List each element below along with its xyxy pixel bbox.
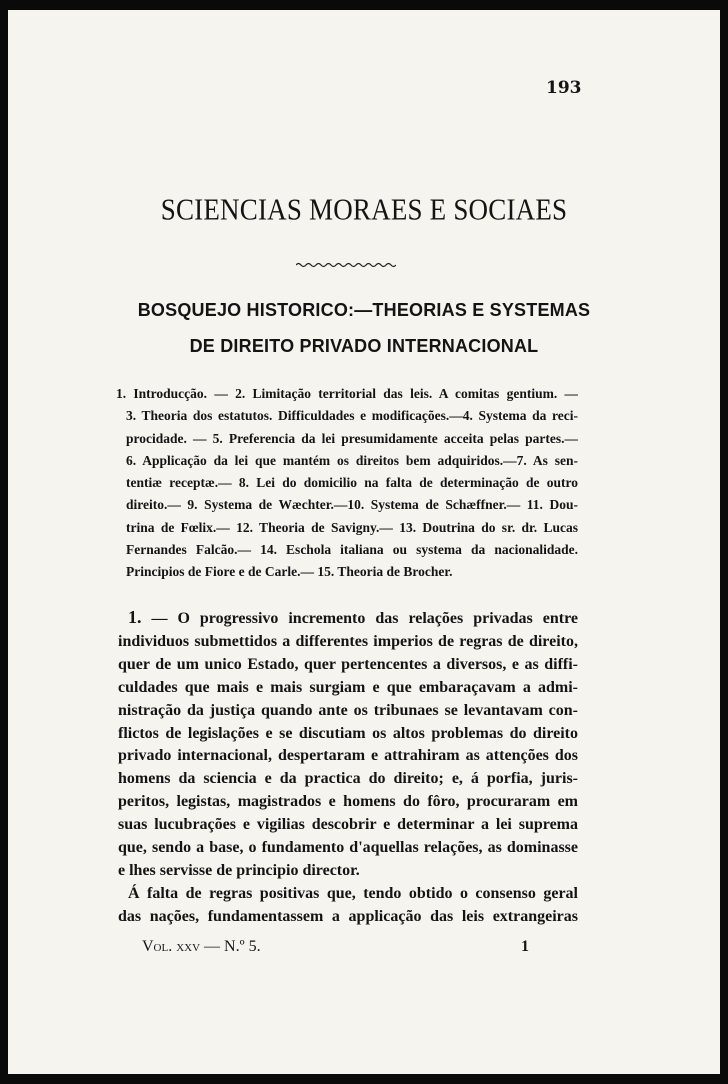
paragraph-line: culdades que mais e mais surgiam e que embaraçavam a admi- [118, 678, 578, 696]
paragraph-line: suas lucubrações e vigilias descobrir e determinar a lei suprema [118, 816, 578, 834]
summary-block [116, 383, 578, 584]
paragraph-line: individuos submettidos a differentes imperios de regras de direito, [118, 632, 578, 650]
body-text [118, 606, 578, 929]
article-title-line-2: DE DIREITO PRIVADO INTERNACIONAL [189, 336, 539, 356]
paragraph-line: das nações, fundamentassem a applicação das leis extrangeiras [118, 907, 578, 925]
paragraph-line: flictos de legislações e se discutiam os altos problemas do direito [118, 724, 578, 742]
paragraph-line: homens da sciencia e da practica do direito; e, á porfia, juris- [118, 770, 578, 788]
section-title: SCIENCIAS MORAES E SOCIAES [160, 191, 568, 227]
summary-line: procidade. — 5. Preferencia da lei presumidamente acceita pelas partes.— [126, 430, 578, 446]
summary-line: 3. Theoria dos estatutos. Difficuldades e modificações.—4. Systema da reci- [126, 408, 578, 424]
paragraph-number: 1. [128, 607, 142, 627]
page-number: 193 [546, 78, 582, 98]
document-page [8, 10, 720, 1074]
paragraph-line: e lhes servisse de principio director. [118, 861, 360, 879]
paragraph-line [118, 606, 578, 631]
wavy-rule-ornament [296, 261, 396, 269]
paragraph-line-text: — O progressivo incremento das relações privadas entre [141, 610, 578, 627]
paragraph-line: Á falta de regras positivas que, tendo obtido o consenso geral [128, 884, 578, 902]
summary-line: Principios de Fiore e de Carle.— 15. Theoria de Brocher. [126, 564, 453, 580]
summary-line: trina de Fœlix.— 12. Theoria de Savigny.— 13. Doutrina do sr. dr. Lucas [126, 519, 578, 535]
summary-line: Fernandes Falcão.— 14. Eschola italiana ou systema da nacionalidade. [126, 542, 578, 558]
paragraph-line: privado internacional, despertaram e attrahiram as attenções dos [118, 747, 578, 765]
summary-line: tentiæ receptæ.— 8. Lei do domicilio na falta de determinação de outro [126, 475, 578, 491]
paragraph-line: nistração da justiça quando ante os tribunaes se levantavam con- [118, 701, 578, 719]
summary-line: direito.— 9. Systema de Wæchter.—10. Systema de Schæffner.— 11. Dou- [126, 497, 578, 513]
summary-line: 1. Introducção. — 2. Limitação territorial das leis. A comitas gentium. — [116, 386, 578, 401]
summary-line: 6. Applicação da lei que mantém os direitos bem adquiridos.—7. As sen- [126, 452, 578, 468]
footer-volume: Vol. xxv — N.º 5. [142, 938, 261, 955]
article-title-line-1: BOSQUEJO HISTORICO:—THEORIAS E SYSTEMAS [137, 300, 591, 320]
footer-signature-mark: 1 [521, 938, 529, 955]
paragraph-line: que, sendo a base, o fundamento d'aquellas relações, as dominasse [118, 839, 578, 857]
paragraph-line: peritos, legistas, magistrados e homens do fôro, procuraram em [118, 793, 578, 811]
paragraph-line: quer de um unico Estado, quer pertencentes a diversos, e as diffi- [118, 655, 578, 673]
